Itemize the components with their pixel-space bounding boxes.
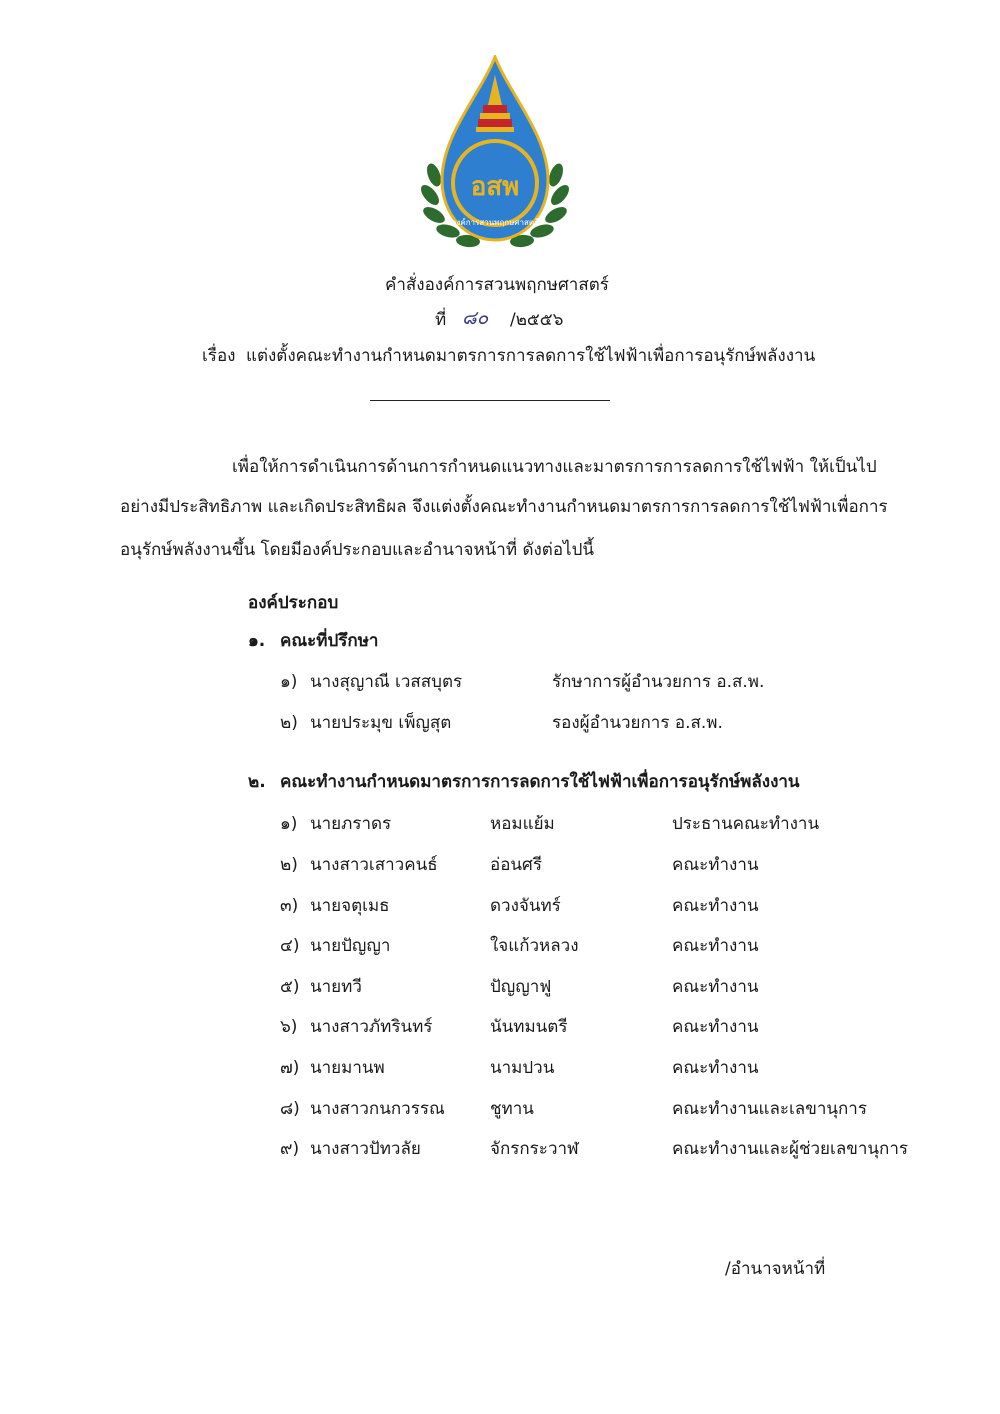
member-last-name: หอมแย้ม: [490, 814, 555, 834]
advisor-role: รักษาการผู้อำนวยการ อ.ส.พ.: [552, 672, 765, 692]
member-number: ๗): [280, 1058, 300, 1078]
member-first-name: นางสาวเสาวคนธ์: [310, 855, 438, 875]
member-role: คณะทำงาน: [672, 855, 759, 875]
member-first-name: นางสาวกนกวรรณ: [310, 1099, 445, 1119]
member-first-name: นายภราดร: [310, 814, 392, 834]
member-number: ๒): [280, 855, 298, 875]
member-number: ๑): [280, 814, 298, 834]
member-role: คณะทำงาน: [672, 1058, 759, 1078]
subject-label: เรื่อง: [202, 346, 236, 366]
member-role: คณะทำงาน: [672, 1017, 759, 1037]
section-1-number: ๑.: [248, 631, 266, 651]
subject-text: แต่งตั้งคณะทำงานกำหนดมาตรการการลดการใช้ไฟฟ้าเพื่อการอนุรักษ์พลังงาน: [246, 346, 816, 366]
member-number: ๘): [280, 1099, 300, 1119]
logo-monogram: อสพ: [470, 172, 520, 202]
logo-emblem-text: องค์การสวนพฤกษศาสตร์: [451, 218, 539, 227]
paragraph-line-2: อย่างมีประสิทธิภาพ และเกิดประสิทธิผล จึงแต่งตั้งคณะทำงานกำหนดมาตรการการลดการใช้ไฟฟ้าเพื่อการ: [120, 497, 888, 517]
member-last-name: จักรกระวาฬ: [490, 1139, 579, 1159]
member-number: ๓): [280, 896, 299, 916]
member-first-name: นายจตุเมธ: [310, 896, 390, 916]
paragraph-line-3: อนุรักษ์พลังงานขึ้น โดยมีองค์ประกอบและอำนาจหน้าที่ ดังต่อไปนี้: [120, 540, 594, 560]
section-1-title: คณะที่ปรึกษา: [280, 631, 379, 651]
organization-logo: [420, 55, 570, 250]
section-2-number: ๒.: [248, 772, 266, 792]
member-last-name: อ่อนศรี: [490, 855, 542, 875]
advisor-role: รองผู้อำนวยการ อ.ส.พ.: [552, 713, 723, 733]
member-role: คณะทำงานและเลขานุการ: [672, 1099, 867, 1119]
member-first-name: นางสาวปัทวลัย: [310, 1139, 421, 1159]
paragraph-line-1: เพื่อให้การดำเนินการด้านการกำหนดแนวทางและมาตรการการลดการใช้ไฟฟ้า ให้เป็นไป: [232, 457, 877, 477]
member-first-name: นายมานพ: [310, 1058, 385, 1078]
advisor-number: ๒): [280, 713, 298, 733]
member-last-name: ปัญญาฟู: [490, 977, 552, 997]
advisor-name: นางสุญาณี เวสสบุตร: [310, 672, 463, 692]
member-first-name: นายปัญญา: [310, 936, 391, 956]
section-2-title: คณะทำงานกำหนดมาตรการการลดการใช้ไฟฟ้าเพื่อการอนุรักษ์พลังงาน: [280, 772, 800, 792]
advisor-name: นายประมุข เพ็ญสุต: [310, 713, 452, 733]
member-last-name: ใจแก้วหลวง: [490, 936, 579, 956]
order-title: คำสั่งองค์การสวนพฤกษศาสตร์: [385, 275, 609, 295]
order-number-value: ๘๐: [462, 307, 489, 329]
member-last-name: ชูทาน: [490, 1099, 534, 1119]
header-divider: [370, 400, 610, 401]
member-role: ประธานคณะทำงาน: [672, 814, 820, 834]
member-number: ๙): [280, 1139, 300, 1159]
continued-marker: /อำนาจหน้าที่: [725, 1259, 826, 1279]
order-number-year: /๒๕๕๖: [510, 310, 564, 330]
order-number-label: ที่: [435, 310, 447, 330]
member-role: คณะทำงาน: [672, 896, 759, 916]
member-role: คณะทำงานและผู้ช่วยเลขานุการ: [672, 1139, 908, 1159]
member-role: คณะทำงาน: [672, 936, 759, 956]
advisor-number: ๑): [280, 672, 298, 692]
member-number: ๖): [280, 1017, 298, 1037]
member-last-name: นามปวน: [490, 1058, 555, 1078]
member-role: คณะทำงาน: [672, 977, 759, 997]
member-first-name: นางสาวภัทรินทร์: [310, 1017, 433, 1037]
member-number: ๔): [280, 936, 300, 956]
member-last-name: ดวงจันทร์: [490, 896, 561, 916]
member-last-name: นันทมนตรี: [490, 1017, 568, 1037]
member-number: ๕): [280, 977, 300, 997]
composition-heading: องค์ประกอบ: [248, 593, 339, 613]
member-first-name: นายทวี: [310, 977, 362, 997]
